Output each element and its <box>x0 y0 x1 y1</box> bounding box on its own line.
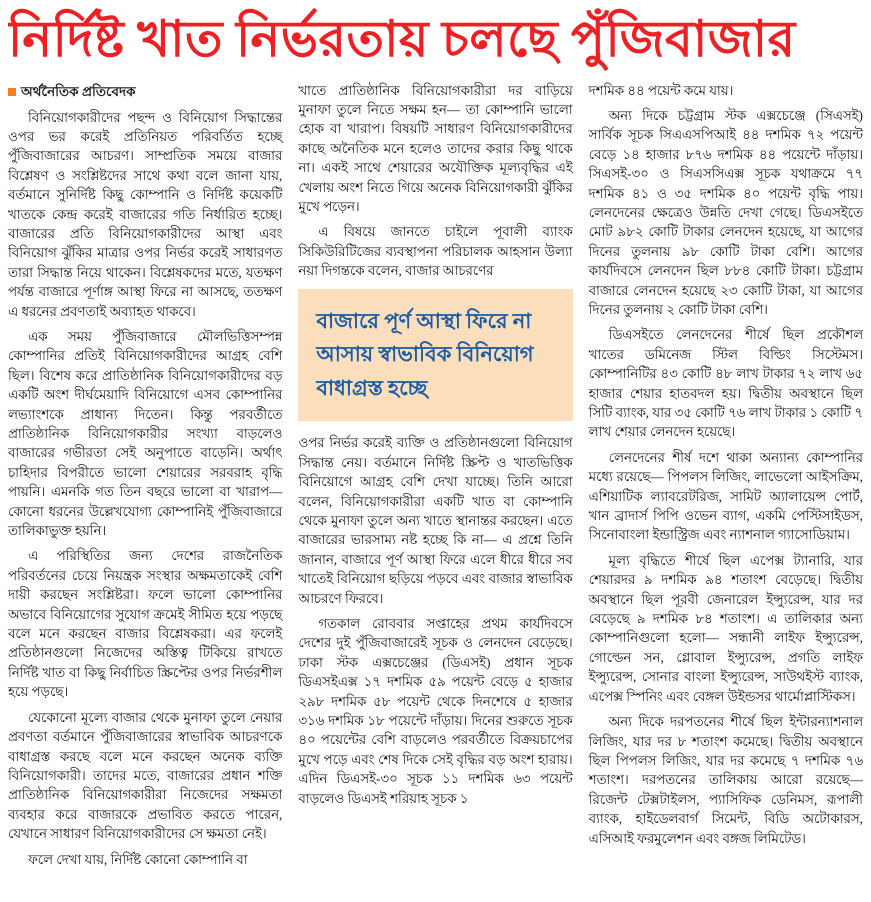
paragraph: অন্য দিকে চট্টগ্রাম স্টক এক্সচেঞ্জে (সিএসই) সার্বিক সূচক সিএএসপিআই ৪৪ দশমিক ৭২ পয়েন্ট বেড়ে ১৪ হাজার ৮৭৬ দশমিক ৪৪ পয়েন্টে দাঁড়ায়। সিএসই-৩০ ও সিএসসিএক্স সূচক যথাক্রমে ৭৭ দশমিক ৪১ ও ৩৫ দশমিক ৪০ পয়েন্ট বৃদ্ধি পায়। লেনদেনের ক্ষেত্রেও উন্নতি দেখা গেছে। ডিএসইতে মোট ৯৮২ কোটি টাকার লেনদেন হয়েছে, যা আগের দিনের তুলনায় ৯৮ কোটি টাকা বেশি। আগের কার্যদিবসে লেনদেন ছিল ৮৮৪ কোটি টাকা। চট্টগ্রাম বাজারে লেনদেন হয়েছে ২৩ কোটি টাকা, যা আগের দিনের তুলনায় ২ কোটি টাকা বেশি। <box>588 107 863 317</box>
paragraph: এ বিষয়ে জানতে চাইলে পূবালী ব্যাংক সিকিউরিটিজের ব্যবস্থাপনা পরিচালক আহসান উল্যা নয়া দিগন্তকে বলেন, বাজার আচরণের <box>298 224 573 279</box>
paragraph: গতকাল রোববার সপ্তাহের প্রথম কার্যদিবসে দেশের দুই পুঁজিবাজারেই সূচক ও লেনদেন বেড়েছে। ঢাকা স্টক এক্সচেঞ্জের (ডিএসই) প্রধান সূচক ডিএসইএক্স ১৭ দশমিক ৫৯ পয়েন্ট বেড়ে ৫ হাজার ২৯৮ দশমিক ৫৮ পয়েন্ট থেকে দিনশেষে ৫ হাজার ৩১৬ দশমিক ১৮ পয়েন্টে দাঁড়ায়। দিনের শুরুতে সূচক ৪০ পয়েন্টের বেশি বাড়লেও পরবর্তীতে বিক্রয়চাপের মুখে পড়ে এবং শেষ দিকে সেই বৃদ্ধির বড় অংশ হারায়। এদিন ডিএসই-৩০ সূচক ১১ দশমিক ৬৩ পয়েন্ট বাড়লেও ডিএসই শরিয়াহ সূচক ১ <box>298 616 573 806</box>
paragraph: এ পরিস্থিতির জন্য দেশের রাজনৈতিক পরিবর্তনের চেয়ে নিয়ন্ত্রক সংস্থার অক্ষমতাকেই বেশি দায়ী করছেন সংশ্লিষ্টরা। ফলে ভালো কোম্পানির অভাবে বিনিয়োগের সুযোগ ক্রমেই সীমিত হয়ে পড়ছে বলে মনে করছেন বাজার বিশ্লেষকরা। এর ফলেই প্রতিষ্ঠানগুলো নিজেদের অস্তিত্ব টিকিয়ে রাখতে নির্দিষ্ট খাত বা কিছু নির্বাচিত স্ক্রিপ্টের ওপর নির্ভরশীল হয়ে পড়ছে। <box>8 548 283 700</box>
column-3 <box>589 81 863 854</box>
byline-label: অর্থনৈতিক প্রতিবেদক <box>21 83 136 99</box>
paragraph: ডিএসইতে লেনদেনের শীর্ষে ছিল প্রকৌশল খাতের ডমিনেজ স্টিল বিল্ডিং সিস্টেমস। কোম্পানিটির ৪৩ কোটি ৪৮ লাখ টাকার ৭২ লাখ ৬৫ হাজার শেয়ার হাতবদল হয়। দ্বিতীয় অবস্থানে ছিল সিটি ব্যাংক, যার ৩৫ কোটি ৭৬ লাখ টাকার ১ কোটি ৭ লাখ শেয়ার লেনদেন হয়েছে। <box>588 327 863 440</box>
paragraph: ফলে দেখা যায়, নির্দিষ্ট কোনো কোম্পানি বা <box>28 851 248 867</box>
paragraph: অন্য দিকে দরপতনের শীর্ষে ছিল ইন্টারন্যাশনাল লিজিং, যার দর ৮ শতাংশ কমেছে। দ্বিতীয় অবস্থানে ছিল পিপলস লিজিং, যার দর কমেছে ৭ দশমিক ৭৬ শতাংশ। দরপতনের তালিকায় আরো রয়েছে— রিজেন্ট টেক্সটাইলস, প্যাসিফিক ডেনিমস, রূপালী ব্যাংক, হাইডেলবার্গ সিমেন্ট, বিডি অটোকারস, এসিআই ফরমুলেশন এবং বঙ্গজ লিমিটেড। <box>588 714 863 846</box>
paragraph: এক সময় পুঁজিবাজারে মৌলভিত্তিসম্পন্ন কোম্পানির প্রতিই বিনিয়োগকারীদের আগ্রহ বেশি ছিল। বিশেষ করে প্রাতিষ্ঠানিক বিনিয়োগকারীদের বড় একটি অংশ দীর্ঘমেয়াদি বিনিয়োগে এসব কোম্পানির লভ্যাংশকে প্রাধান্য দিতেন। কিন্তু পরবর্তীতে প্রাতিষ্ঠানিক বিনিয়োগকারীর সংখ্যা বাড়লেও বাজারের গভীরতা সেই অনুপাতে বাড়েনি। অর্থাৎ চাহিদার বিপরীতে ভালো শেয়ারের সরবরাহ বৃদ্ধি পায়নি। এমনকি গত তিন বছরে ভালো বা খারাপ— কোনো ধরনের উল্লেখযোগ্য কোম্পানিই পুঁজিবাজারে তালিকাভুক্ত হয়নি। <box>8 328 283 539</box>
paragraph: দশমিক ৪৪ পয়েন্ট কমে যায়। <box>588 82 734 98</box>
column-2 <box>298 81 572 815</box>
byline <box>8 81 282 104</box>
byline-bullet-icon <box>8 88 16 96</box>
paragraph: মূল্য বৃদ্ধিতে শীর্ষে ছিল এপেক্স ট্যানারি, যার শেয়ারদর ৯ দশমিক ৯৪ শতাংশ বেড়েছে। দ্বিতীয় অবস্থানে ছিল পূরবী জেনারেল ইন্স্যুরেন্স, যার দর বেড়েছে ৯ দশমিক ৮৪ শতাংশ। এ তালিকার অন্য কোম্পানিগুলো হলো— সন্ধানী লাইফ ইন্স্যুরেন্স, গোল্ডেন সন, গ্লোবাল ইন্স্যুরেন্স, প্রগতি লাইফ ইন্স্যুরেন্স, সোনার বাংলা ইন্স্যুরেন্স, সাউথইস্ট ব্যাংক, এপেক্স স্পিনিং এবং বেঙ্গল উইন্ডসর থার্মোপ্লাস্টিকস। <box>588 552 863 704</box>
column-1 <box>8 81 282 875</box>
paragraph: বিনিয়োগকারীদের পছন্দ ও বিনিয়োগ সিদ্ধান্তের ওপর ভর করেই প্রতিনিয়ত পরিবর্তিত হচ্ছে পুঁজিবাজারের আচরণ। সাম্প্রতিক সময়ে বাজার বিশ্লেষণ ও সংশ্লিষ্টদের সাথে কথা বলে জানা যায়, বর্তমানে সুনির্দিষ্ট কিছু কোম্পানি ও নির্দিষ্ট কয়েকটি খাতকে কেন্দ্র করেই বাজারের গতি নির্ধারিত হচ্ছে। বাজারের প্রতি বিনিয়োগকারীদের আস্থা এবং বিনিয়োগ ঝুঁকির মাত্রার ওপর নির্ভর করেই সাধারণত তারা সিদ্ধান্ত নিয়ে থাকেন। বিশ্লেষকদের মতে, যতক্ষণ পর্যন্ত বাজারে পূর্ণাঙ্গ আস্থা ফিরে না আসছে, ততক্ষণ এ ধরনের প্রবণতাই অব্যাহত থাকবে। <box>8 109 283 319</box>
article-columns <box>8 81 863 875</box>
paragraph: ওপর নির্ভর করেই ব্যক্তি ও প্রতিষ্ঠানগুলো বিনিয়োগ সিদ্ধান্ত নেয়। বর্তমানে নির্দিষ্ট স্ক্রিপ্ট ও খাতভিত্তিক বিনিয়োগে আগ্রহ বেশি দেখা যাচ্ছে। তিনি আরো বলেন, বিনিয়োগকারীরা একটি খাত বা কোম্পানি থেকে মুনাফা তুলে অন্য খাতে স্থানান্তর করছেন। এতে বাজারের ভারসাম্য নষ্ট হচ্ছে কি না— এ প্রশ্নে তিনি জানান, বাজারে পূর্ণ আস্থা ফিরে এলে ধীরে ধীরে সব খাতেই বিনিয়োগ ছড়িয়ে পড়বে এবং বাজার স্বাভাবিক আচরণে ফিরবে। <box>298 435 573 606</box>
article-headline: নির্দিষ্ট খাত নির্ভরতায় চলছে পুঁজিবাজার <box>8 11 796 67</box>
paragraph: লেনদেনের শীর্ষ দশে থাকা অন্যান্য কোম্পানির মধ্যে রয়েছে— পিপলস লিজিং, লাভেলো আইসক্রিম, এশিয়াটিক ল্যাবরেটরিজ, সামিট অ্যালায়েন্স পোর্ট, খান ব্রাদার্স পিপি ওভেন ব্যাগ, একমি পেস্টিসাইডস, সিনোবাংলা ইন্ডাস্ট্রিজ এবং ন্যাশনাল গ্যাসোডিয়াম। <box>588 449 863 543</box>
paragraph: যেকোনো মূল্যে বাজার থেকে মুনাফা তুলে নেয়ার প্রবণতা বর্তমানে পুঁজিবাজারের স্বাভাবিক আচরণকে বাধাগ্রস্ত করছে বলে মনে করছেন অনেক ব্যক্তি বিনিয়োগকারী। তাদের মতে, বাজারের প্রধান শক্তি প্রাতিষ্ঠানিক বিনিয়োগকারীরা নিজেদের সক্ষমতা ব্যবহার করে বাজারকে প্রভাবিত করতে পারেন, যেখানে সাধারণ বিনিয়োগকারীদের সে ক্ষমতা নেই। <box>8 709 283 842</box>
paragraph: খাতে প্রাতিষ্ঠানিক বিনিয়োগকারীরা দর বাড়িয়ে মুনাফা তুলে নিতে সক্ষম হন— তা কোম্পানি ভালো হোক বা খারাপ। বিষয়টি সাধারণ বিনিয়োগকারীদের কাছে অনৈতিক মনে হলেও তাদের করার কিছু থাকে না। একই সাথে শেয়ারের অযৌক্তিক মূল্যবৃদ্ধির এই খেলায় অংশ নিতে গিয়ে অনেক বিনিয়োগকারী ঝুঁকির মুখে পড়েন। <box>298 82 573 214</box>
pull-quote: বাজারে পূর্ণ আস্থা ফিরে না আসায় স্বাভাবিক বিনিয়োগ বাধাগ্রস্ত হচ্ছে <box>298 289 572 422</box>
